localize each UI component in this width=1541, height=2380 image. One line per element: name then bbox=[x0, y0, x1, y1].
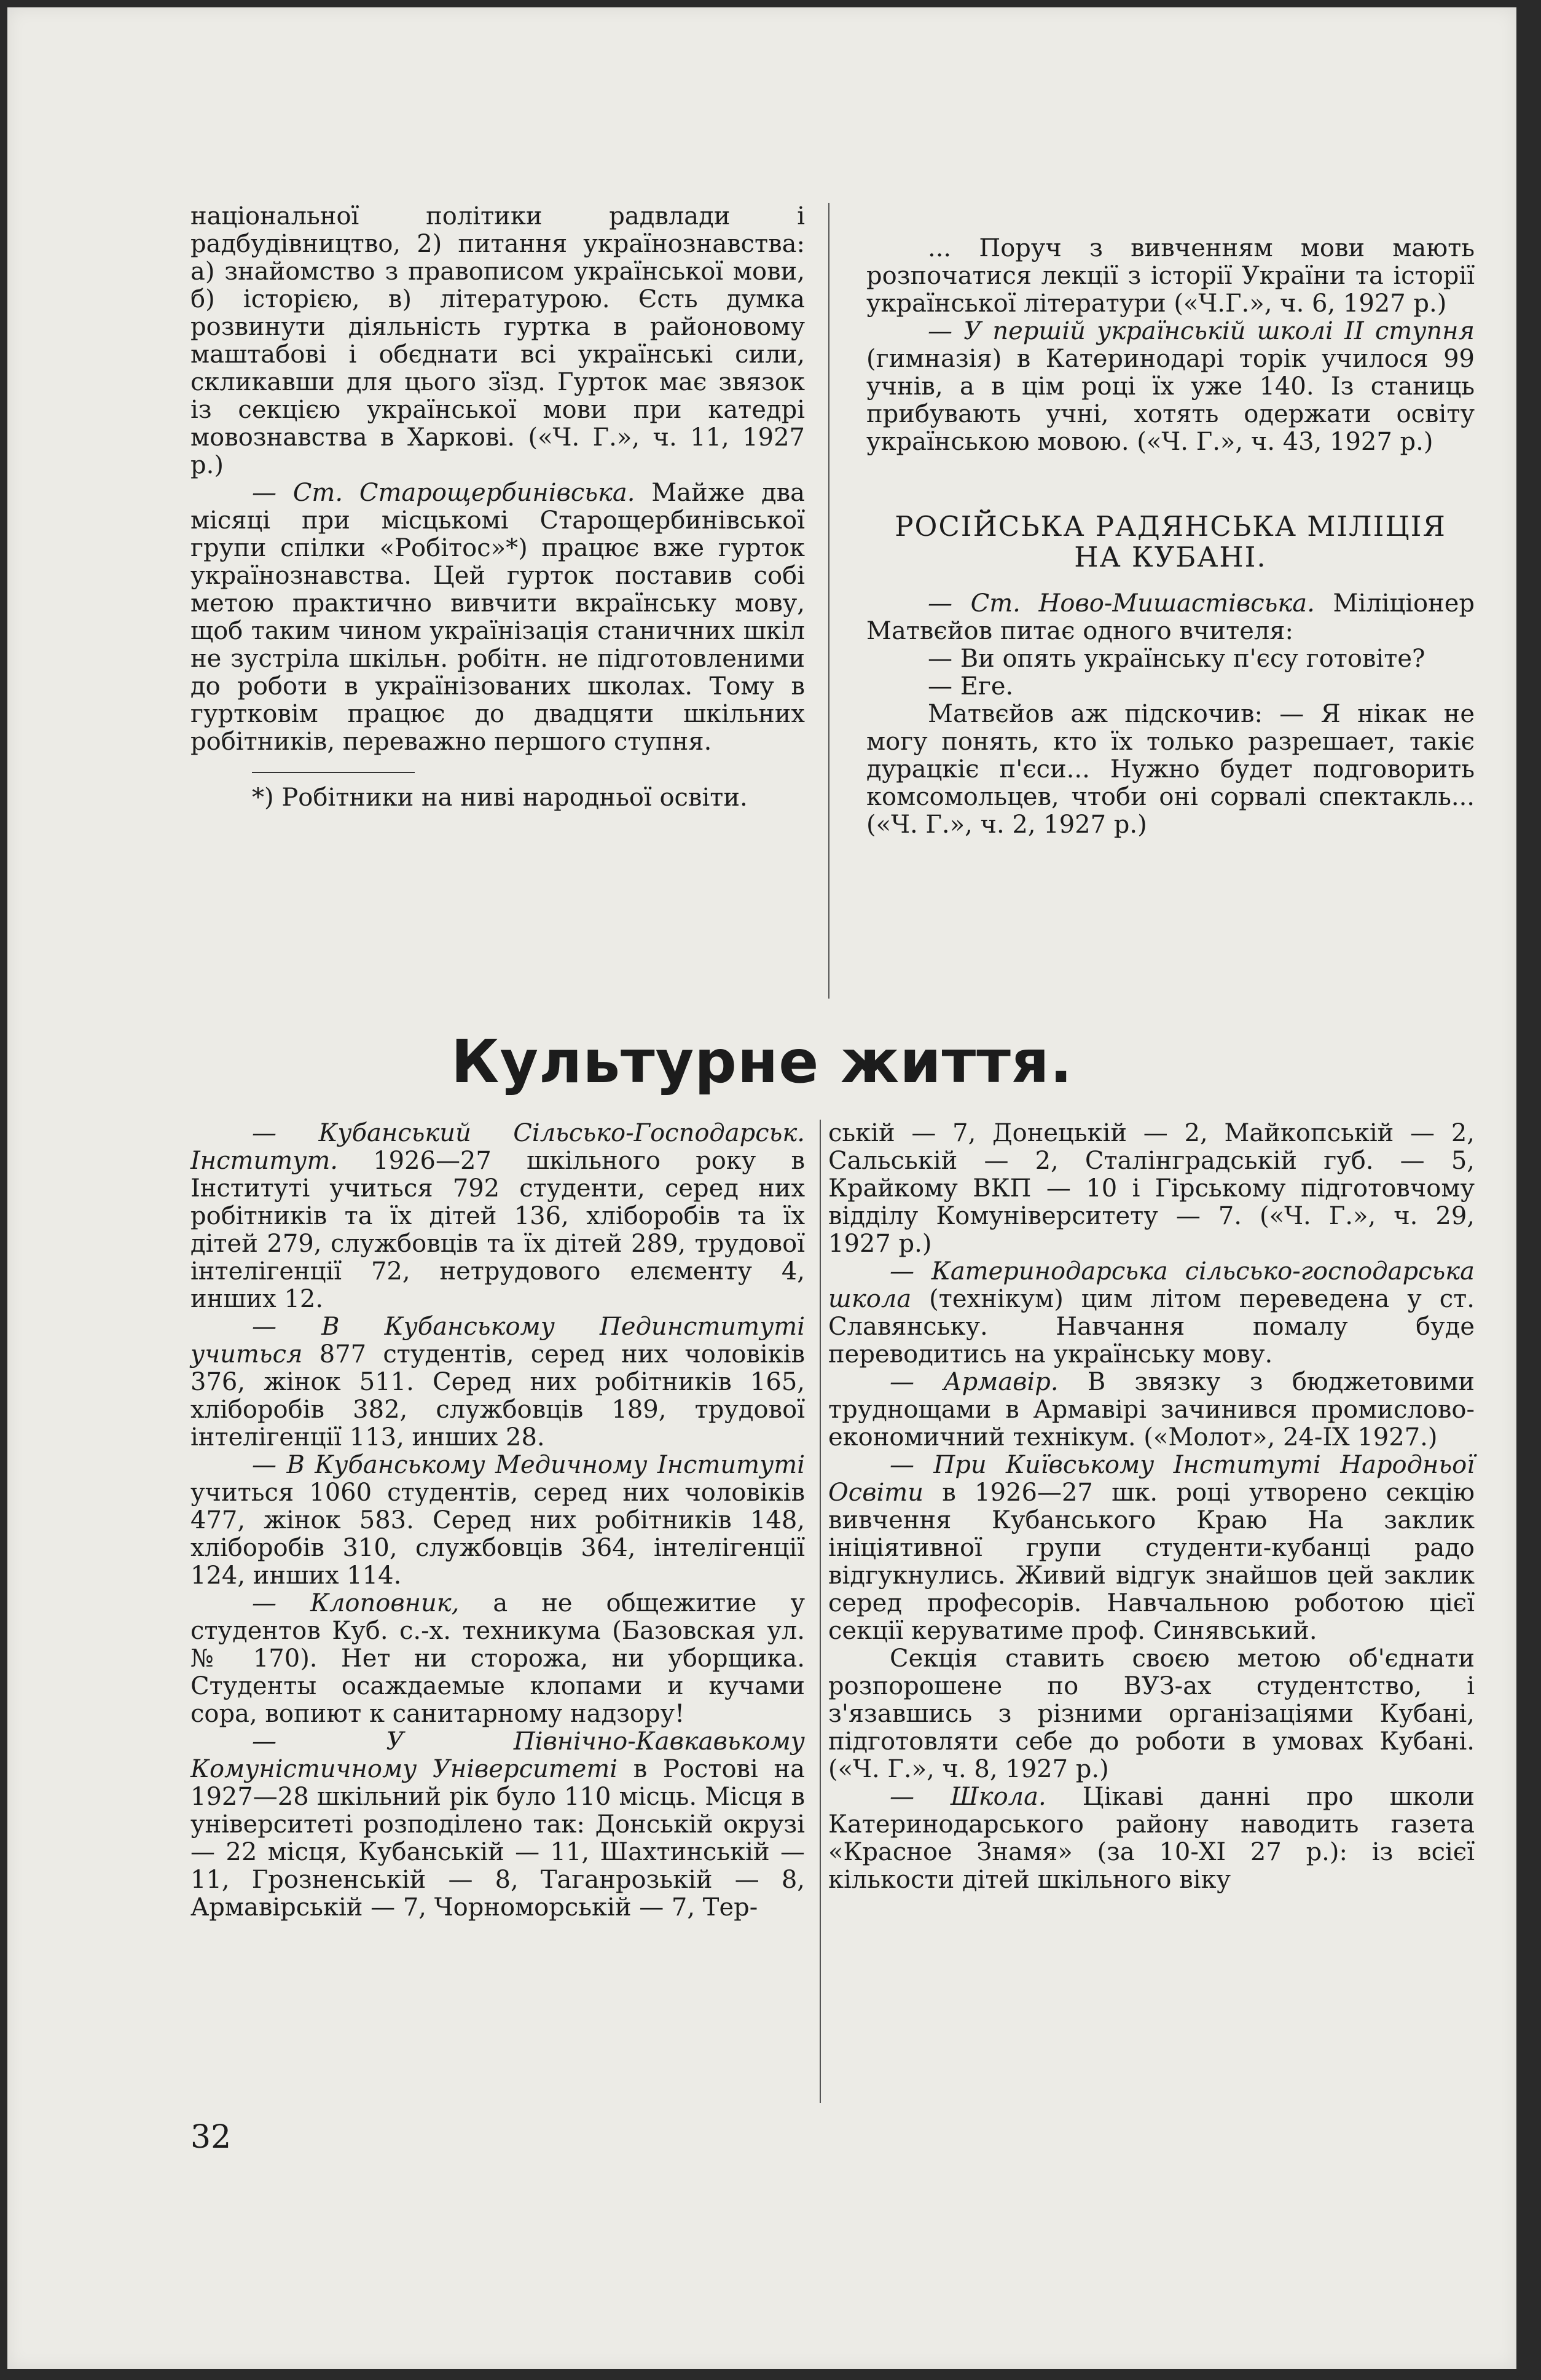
section-heading: РОСІЙСЬКА РАДЯНСЬКА МІЛІЦІЯ НА КУБАНІ. bbox=[895, 510, 1446, 573]
item-title: — В Кубанському Медичному Інституті bbox=[252, 1451, 805, 1479]
right-column-top bbox=[866, 235, 1475, 839]
item-title: — Ст. Ново-Мишастівська. bbox=[928, 589, 1315, 618]
footnote: *) Робітники на ниві народньої освіти. bbox=[252, 784, 748, 812]
paragraph: — Ст. Старощербинівська. Майже два місяці при місцькомі Старощербинівської групи спілки «Робітос»*) працює вже гурток українознавства. Цей гурток поставив собі метою практично вивчити вкраїнську мову, щоб таким чином українізація станичних шкіл не зустріла шкільн. робітн. не підготовленими до роботи в українізованих школах. Тому в гуртковім працює до двадцяти шкільних робітників, переважно першого ступня. bbox=[190, 479, 805, 756]
left-column-top bbox=[190, 203, 805, 812]
paragraph: — Ви опять українську п'єсу готовіте? bbox=[928, 645, 1425, 673]
item-title: — Катеринодарська сільсько-господарська школа bbox=[828, 1257, 1475, 1313]
paragraph: Секція ставить своєю метою об'єднати розпорошене по ВУЗ-ах студентство, і з'язавшись з різними організаціями Кубані, підготовляти себе до роботи в умовах Кубані. («Ч. Г.», ч. 8, 1927 р.) bbox=[828, 1644, 1475, 1783]
item-title: — В Кубанському Пединституті учиться bbox=[190, 1313, 805, 1369]
paragraph: — Катеринодарська сільсько-господарська школа (технікум) цим літом переведена у ст. Славянську. Навчання помалу буде переводитись на українську мову. bbox=[828, 1257, 1475, 1369]
page-number: 32 bbox=[190, 2119, 232, 2156]
item-title: — Клоповник, bbox=[252, 1589, 460, 1617]
item-title: — Армавір. bbox=[890, 1368, 1059, 1396]
paragraph: — Клоповник, а не общежитие у студентов Куб. с.-х. техникума (Базовская ул. № 170). Нет ни сторожа, ни уборщика. Студенты осаждаемые клопами и кучами сора, вопиют к санитарному надзору! bbox=[190, 1589, 805, 1728]
item-title: — Ст. Старощербинівська. bbox=[252, 479, 635, 507]
footnote-rule bbox=[252, 772, 415, 773]
paragraph: — Армавір. В звязку з бюджетовими труднощами в Армавірі зачинився промислово-економичний технікум. («Молот», 24-IX 1927.) bbox=[828, 1368, 1475, 1451]
page-title: Культурне життя. bbox=[450, 1027, 1073, 1096]
paragraph: національної політики радвлади і радбудівництво, 2) питання українознавства: а) знайомство з правописом української мови, б) історією, в) літературою. Єсть думка розвинути діяльність гуртка в районовому маштабові і обєднати всі українські сили, скликавши для цього зїзд. Гурток має звязок із секцією української мови при катедрі мовознавства в Харкові. («Ч. Г.», ч. 11, 1927 р.) bbox=[190, 202, 805, 479]
paragraph: — Кубанський Сільсько-Господарськ. Інститут. 1926—27 шкільного року в Інституті учиться 792 студенти, серед них робітників та їх дітей 136, хліборобів та їх дітей 279, службовців та їх дітей 289, трудової інтелігенції 72, нетрудового елєменту 4, инших 12. bbox=[190, 1119, 805, 1313]
item-title: — У першій українській школі II ступня bbox=[928, 317, 1475, 345]
right-column-bottom bbox=[828, 1120, 1475, 1894]
item-title: — Школа. bbox=[890, 1783, 1046, 1811]
item-title: — У Північно-Кавкавькому Комуністичному Університеті bbox=[190, 1727, 805, 1783]
paragraph: — Школа. Цікаві данні про школи Катеринодарського району наводить газета «Красное Знамя» (за 10-XI 27 р.): із всієї кількости дітей шкільного віку bbox=[828, 1783, 1475, 1894]
item-title: — Кубанський Сільсько-Господарськ. Інститут. bbox=[190, 1119, 805, 1175]
paragraph: ській — 7, Донецькій — 2, Майкопській — 2, Сальській — 2, Сталінградській губ. — 5, Крайкому ВКП — 10 і Гірському підготовчому відділу Комуніверситету — 7. («Ч. Г.», ч. 29, 1927 р.) bbox=[828, 1119, 1475, 1258]
paragraph: — В Кубанському Пединституті учиться 877 студентів, серед них чоловіків 376, жінок 511. Серед них робітників 165, хліборобів 382, службовців 189, трудової інтелігенції 113, инших 28. bbox=[190, 1313, 805, 1451]
paragraph: — Еге. bbox=[928, 672, 1014, 701]
paragraph: ... Поруч з вивченням мови мають розпочатися лекції з історії України та історії української літератури («Ч.Г.», ч. 6, 1927 р.) bbox=[866, 234, 1475, 318]
left-column-bottom bbox=[190, 1120, 805, 1922]
paragraph: Матвєйов аж підскочив: — Я нікак не могу понять, кто їх только разрешает, такіє дурацкіє п'єси... Нужно будет подговорить комсомольцев, чтоби оні сорвалі спектакль...(«Ч. Г.», ч. 2, 1927 р.) bbox=[866, 700, 1475, 839]
item-title: — При Київському Інституті Народньої Освіти bbox=[828, 1451, 1475, 1507]
paragraph: — Ст. Ново-Мишастівська. Міліціонер Матвєйов питає одного вчителя: bbox=[866, 589, 1475, 645]
column-divider bbox=[828, 203, 829, 999]
paragraph: — При Київському Інституті Народньої Освіти в 1926—27 шк. році утворено секцію вивчення Кубанського Краю На заклик ініціятивної групи студенти-кубанці радо відгукнулись. Живий відгук знайшов цей заклик серед професорів. Навчальною роботою цієї секції керуватиме проф. Синявський. bbox=[828, 1451, 1475, 1645]
paragraph: — У Північно-Кавкавькому Комуністичному Університеті в Ростові на 1927—28 шкільний рік було 110 місць. Місця в університеті розподілено так: Донській окрузі — 22 місця, Кубанській — 11, Шахтинській — 11, Грозненській — 8, Таганрозькій — 8, Армавірській — 7, Чорноморській — 7, Тер- bbox=[190, 1727, 805, 1922]
column-divider bbox=[820, 1120, 821, 2103]
paragraph: — У першій українській школі II ступня (гимназія) в Катеринодарі торік училося 99 учнів, а в цім році їх уже 140. Із станиць прибувають учні, хотять одержати освіту українською мовою. («Ч. Г.», ч. 43, 1927 р.) bbox=[866, 317, 1475, 456]
document-page bbox=[7, 7, 1516, 2369]
paragraph: — В Кубанському Медичному Інституті учиться 1060 студентів, серед них чоловіків 477, жінок 583. Серед них робітників 148, хліборобів 310, службовців 364, інтелігенції 124, инших 114. bbox=[190, 1451, 805, 1590]
